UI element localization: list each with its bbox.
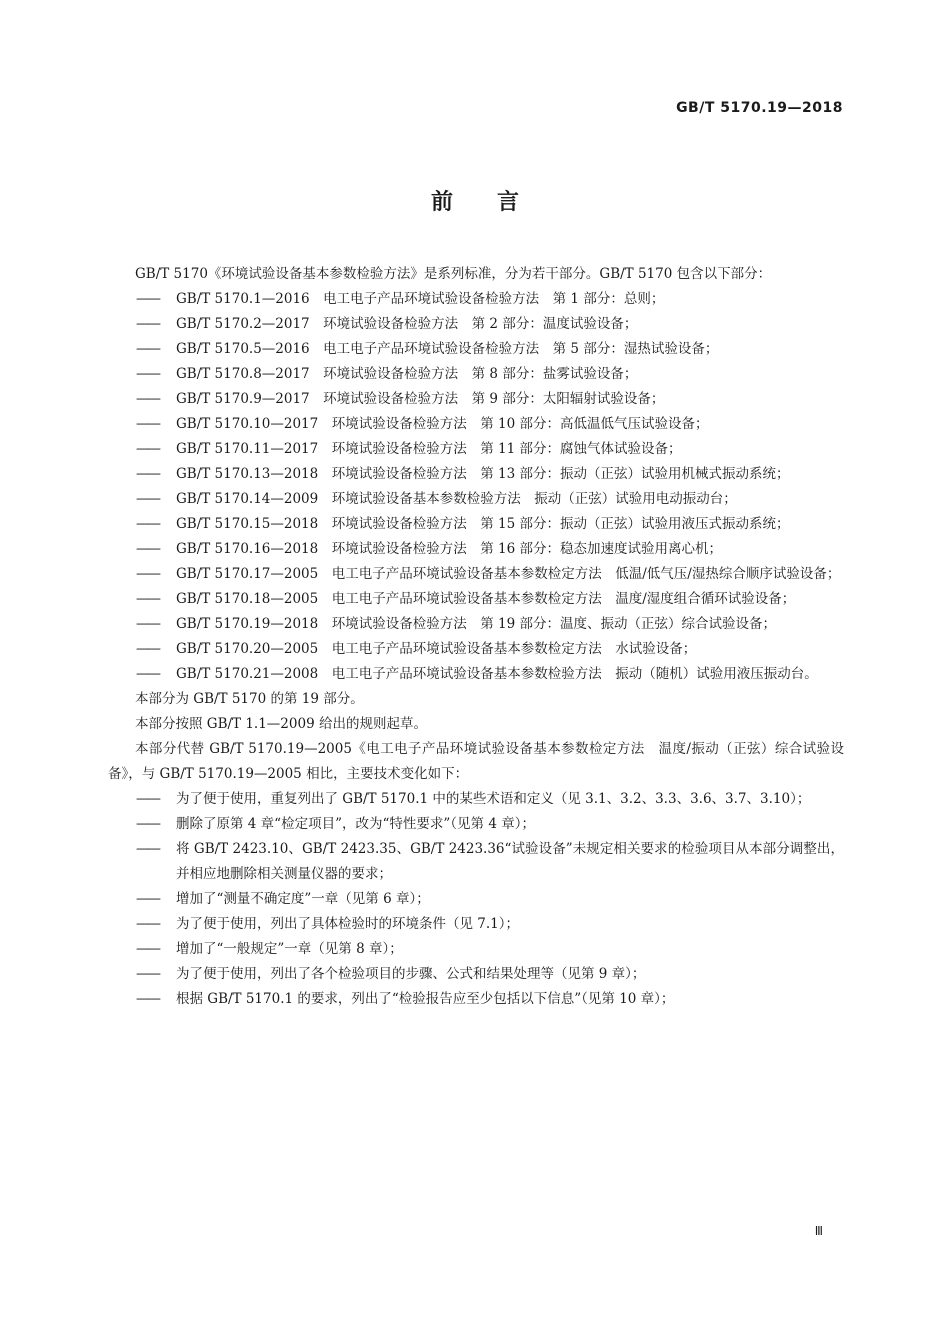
dash-marker: —— (136, 391, 159, 407)
part-text: GB/T 5170.16—2018 环境试验设备检验方法 第 16 部分：稳态加速度试验用离心机； (176, 541, 722, 557)
list-item (108, 987, 844, 1012)
part-text: GB/T 5170.17—2005 电工电子产品环境试验设备基本参数检定方法 低温/低气压/湿热综合顺序试验设备； (176, 566, 841, 582)
list-item (108, 512, 844, 537)
list-item (108, 387, 844, 412)
list-item (108, 812, 844, 837)
list-item (108, 562, 844, 587)
list-item (108, 362, 844, 387)
intro-paragraph: GB/T 5170《环境试验设备基本参数检验方法》是系列标准，分为若干部分。GB/T 5170 包含以下部分： (135, 266, 772, 282)
list-item (108, 837, 844, 887)
dash-marker: —— (136, 516, 159, 532)
dash-marker: —— (136, 491, 159, 507)
change-text: 增加了“测量不确定度”一章（见第 6 章）； (176, 891, 430, 907)
dash-marker: —— (136, 341, 159, 357)
list-item (108, 637, 844, 662)
part-text: GB/T 5170.1—2016 电工电子产品环境试验设备检验方法 第 1 部分：总则； (176, 291, 665, 307)
part-text: GB/T 5170.14—2009 环境试验设备基本参数检验方法 振动（正弦）试验用电动振动台； (176, 491, 737, 507)
list-item (108, 412, 844, 437)
standard-number: GB/T 5170.19—2018 (676, 100, 843, 116)
dash-marker: —— (136, 366, 159, 382)
dash-marker: —— (136, 891, 159, 907)
part-text: GB/T 5170.9—2017 环境试验设备检验方法 第 9 部分：太阳辐射试验设备； (176, 391, 665, 407)
parts-list (108, 287, 844, 687)
foreword-body (108, 262, 844, 1012)
part-text: GB/T 5170.2—2017 环境试验设备检验方法 第 2 部分：温度试验设备； (176, 316, 638, 332)
dash-marker: —— (136, 466, 159, 482)
list-item (108, 487, 844, 512)
dash-marker: —— (136, 916, 159, 932)
list-item (108, 462, 844, 487)
list-item (108, 537, 844, 562)
dash-marker: —— (136, 966, 159, 982)
dash-marker: —— (136, 591, 159, 607)
list-item (108, 337, 844, 362)
dash-marker: —— (136, 441, 159, 457)
dash-marker: —— (136, 941, 159, 957)
change-text: 为了便于使用，列出了各个检验项目的步骤、公式和结果处理等（见第 9 章）； (176, 966, 646, 982)
dash-marker: —— (136, 566, 159, 582)
list-item (108, 437, 844, 462)
change-text: 增加了“一般规定”一章（见第 8 章）； (176, 941, 403, 957)
part-text: GB/T 5170.21—2008 电工电子产品环境试验设备基本参数检验方法 振动（随机）试验用液压振动台。 (176, 666, 818, 682)
change-text: 根据 GB/T 5170.1 的要求，列出了“检验报告应至少包括以下信息”（见第 10 章）； (176, 991, 675, 1007)
replacement-statement: 本部分代替 GB/T 5170.19—2005《电工电子产品环境试验设备基本参数检定方法 温度/振动（正弦）综合试验设备》，与 GB/T 5170.19—2005 相比，主要技术变化如下： (108, 741, 844, 782)
dash-marker: —— (136, 841, 159, 857)
dash-marker: —— (136, 666, 159, 682)
change-text: 为了便于使用，列出了具体检验时的环境条件（见 7.1）； (176, 916, 520, 932)
part-text: GB/T 5170.18—2005 电工电子产品环境试验设备基本参数检定方法 温度/湿度组合循环试验设备； (176, 591, 796, 607)
list-item (108, 937, 844, 962)
dash-marker: —— (136, 816, 159, 832)
part-text: GB/T 5170.8—2017 环境试验设备检验方法 第 8 部分：盐雾试验设备； (176, 366, 638, 382)
dash-marker: —— (136, 616, 159, 632)
part-text: GB/T 5170.11—2017 环境试验设备检验方法 第 11 部分：腐蚀气体试验设备； (176, 441, 682, 457)
list-item (108, 912, 844, 937)
list-item (108, 587, 844, 612)
list-item (108, 287, 844, 312)
changes-list (108, 787, 844, 1012)
part-text: GB/T 5170.5—2016 电工电子产品环境试验设备检验方法 第 5 部分：湿热试验设备； (176, 341, 719, 357)
list-item (108, 662, 844, 687)
list-item (108, 312, 844, 337)
part-text: GB/T 5170.19—2018 环境试验设备检验方法 第 19 部分：温度、振动（正弦）综合试验设备； (176, 616, 776, 632)
list-item (108, 887, 844, 912)
dash-marker: —— (136, 641, 159, 657)
page-title: 前言 (430, 190, 563, 215)
list-item (108, 612, 844, 637)
dash-marker: —— (136, 791, 159, 807)
part-text: GB/T 5170.15—2018 环境试验设备检验方法 第 15 部分：振动（正弦）试验用液压式振动系统； (176, 516, 790, 532)
list-item (108, 962, 844, 987)
part-text: GB/T 5170.10—2017 环境试验设备检验方法 第 10 部分：高低温低气压试验设备； (176, 416, 709, 432)
change-text: 将 GB/T 2423.10、GB/T 2423.35、GB/T 2423.36“试验设备”未规定相关要求的检验项目从本部分调整出，并相应地删除相关测量仪器的要求； (176, 841, 844, 882)
part-text: GB/T 5170.20—2005 电工电子产品环境试验设备基本参数检定方法 水试验设备； (176, 641, 697, 657)
dash-marker: —— (136, 541, 159, 557)
page-number: Ⅲ (814, 1224, 823, 1238)
dash-marker: —— (136, 316, 159, 332)
dash-marker: —— (136, 991, 159, 1007)
part-text: GB/T 5170.13—2018 环境试验设备检验方法 第 13 部分：振动（正弦）试验用机械式振动系统； (176, 466, 790, 482)
change-text: 删除了原第 4 章“检定项目”，改为“特性要求”（见第 4 章）； (176, 816, 535, 832)
list-item (108, 787, 844, 812)
part-statement: 本部分为 GB/T 5170 的第 19 部分。 (135, 691, 364, 707)
change-text: 为了便于使用，重复列出了 GB/T 5170.1 中的某些术语和定义（见 3.1、3.2、3.3、3.6、3.7、3.10）； (176, 791, 811, 807)
dash-marker: —— (136, 416, 159, 432)
dash-marker: —— (136, 291, 159, 307)
drafting-statement: 本部分按照 GB/T 1.1—2009 给出的规则起草。 (135, 716, 427, 732)
